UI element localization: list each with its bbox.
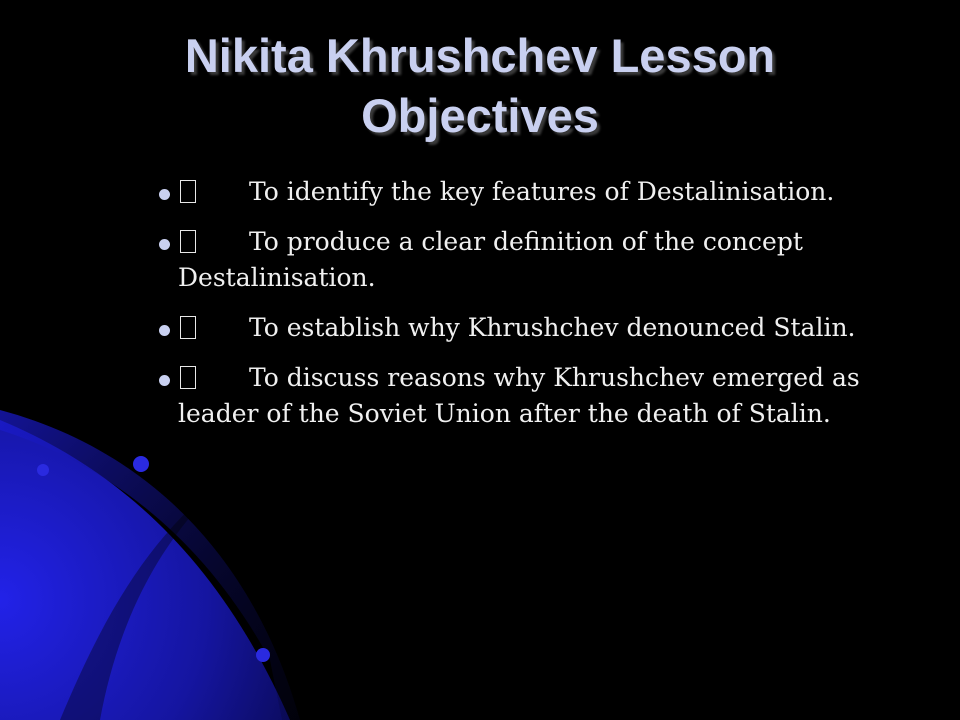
- objective-item: [158, 174, 898, 210]
- objective-text: To discuss reasons why Khrushchev emerged as leader of the Soviet Union after the death of Stalin.: [178, 363, 860, 428]
- slide-title: Nikita Khrushchev Lesson Objectives: [184, 29, 776, 142]
- missing-glyph-box-icon: [180, 230, 196, 253]
- missing-glyph-box-icon: [180, 316, 196, 339]
- objectives-list: [158, 174, 898, 446]
- objective-item: [158, 310, 898, 346]
- bullet-dot-icon: [159, 375, 170, 386]
- decoration-dot-2: [133, 456, 149, 472]
- bullet-dot-icon: [159, 189, 170, 200]
- objective-item: [158, 360, 898, 432]
- objective-text: To produce a clear definition of the concept Destalinisation.: [178, 227, 803, 292]
- decoration-dot-1: [37, 464, 49, 476]
- objective-text: To identify the key features of Destalinisation.: [249, 177, 835, 206]
- missing-glyph-box-icon: [180, 180, 196, 203]
- missing-glyph-box-icon: [180, 366, 196, 389]
- decoration-dot-3: [256, 648, 270, 662]
- objective-item: [158, 224, 898, 296]
- bullet-dot-icon: [159, 325, 170, 336]
- objective-text: To establish why Khrushchev denounced Stalin.: [249, 313, 856, 342]
- bullet-dot-icon: [159, 239, 170, 250]
